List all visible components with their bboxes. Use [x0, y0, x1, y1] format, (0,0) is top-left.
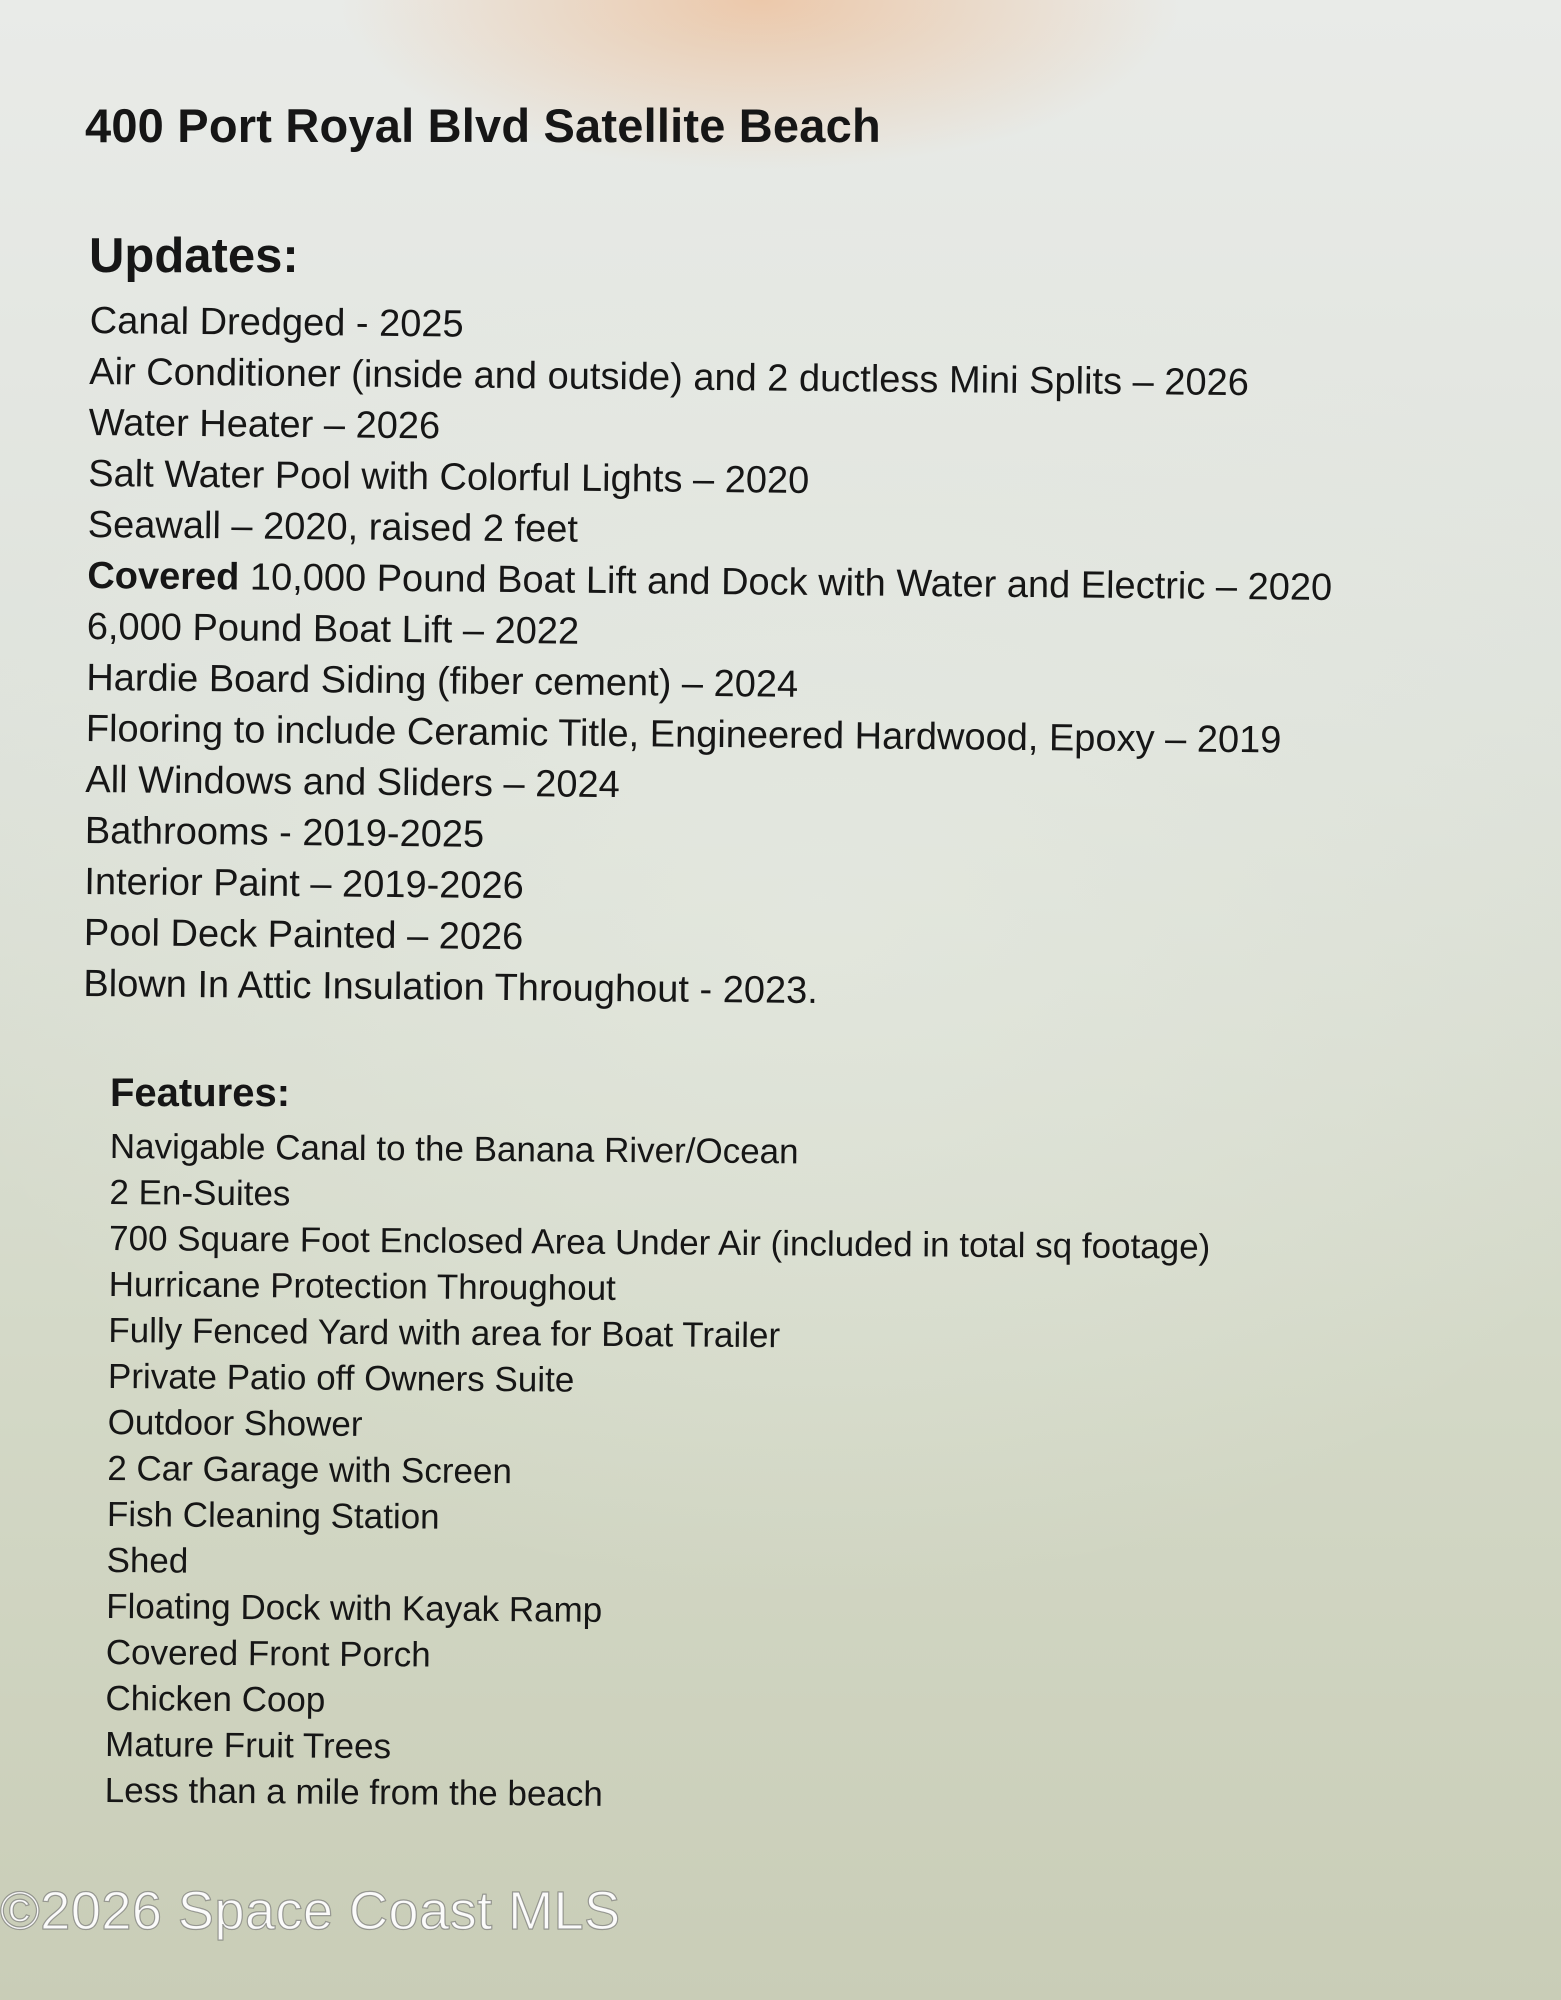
- list-item: Fully Fenced Yard with area for Boat Trailer: [108, 1310, 781, 1356]
- updates-heading: Updates:: [89, 229, 299, 283]
- list-item: Floating Dock with Kayak Ramp: [106, 1586, 603, 1630]
- list-item: Fish Cleaning Station: [106, 1494, 440, 1537]
- list-item: 2 Car Garage with Screen: [107, 1448, 513, 1492]
- list-item: Private Patio off Owners Suite: [107, 1356, 575, 1400]
- list-item: All Windows and Sliders – 2024: [85, 758, 620, 807]
- list-item: Pool Deck Painted – 2026: [83, 911, 524, 959]
- list-item: Air Conditioner (inside and outside) and 2 ductless Mini Splits – 2026: [89, 350, 1250, 405]
- features-list: [105, 1124, 1212, 1823]
- list-item: Flooring to include Ceramic Title, Engineered Hardwood, Epoxy – 2019: [85, 707, 1282, 762]
- document-title: 400 Port Royal Blvd Satellite Beach: [85, 99, 881, 152]
- list-item: Chicken Coop: [105, 1678, 326, 1720]
- list-item: Seawall – 2020, raised 2 feet: [87, 503, 579, 551]
- list-item: Less than a mile from the beach: [104, 1770, 603, 1814]
- list-item: Salt Water Pool with Colorful Lights – 2020: [88, 452, 810, 502]
- copyright-watermark: ©2026 Space Coast MLS: [0, 1881, 621, 1941]
- list-item: Canal Dredged - 2025: [89, 299, 464, 346]
- list-item: Mature Fruit Trees: [104, 1724, 392, 1767]
- list-item: Navigable Canal to the Banana River/Ocean: [109, 1126, 799, 1172]
- list-item: Bathrooms - 2019-2025: [84, 809, 485, 856]
- list-item: Covered 10,000 Pound Boat Lift and Dock with Water and Electric – 2020: [87, 554, 1333, 609]
- list-item: Covered Front Porch: [105, 1632, 431, 1675]
- list-item: 6,000 Pound Boat Lift – 2022: [86, 605, 580, 653]
- list-item: Interior Paint – 2019-2026: [84, 860, 524, 908]
- list-item: Shed: [106, 1540, 189, 1581]
- list-item: Water Heater – 2026: [88, 401, 441, 448]
- list-item: Hurricane Protection Throughout: [108, 1264, 617, 1308]
- list-item: Outdoor Shower: [107, 1402, 363, 1444]
- bold-word: Covered: [87, 554, 240, 599]
- updates-list: [83, 296, 1335, 1022]
- list-item: Blown In Attic Insulation Throughout - 2023.: [83, 962, 819, 1013]
- features-heading: Features:: [110, 1071, 291, 1115]
- list-item: Hardie Board Siding (fiber cement) – 2024: [86, 656, 799, 706]
- list-item: 700 Square Foot Enclosed Area Under Air (included in total sq footage): [108, 1218, 1211, 1267]
- list-item: 2 En-Suites: [109, 1172, 291, 1214]
